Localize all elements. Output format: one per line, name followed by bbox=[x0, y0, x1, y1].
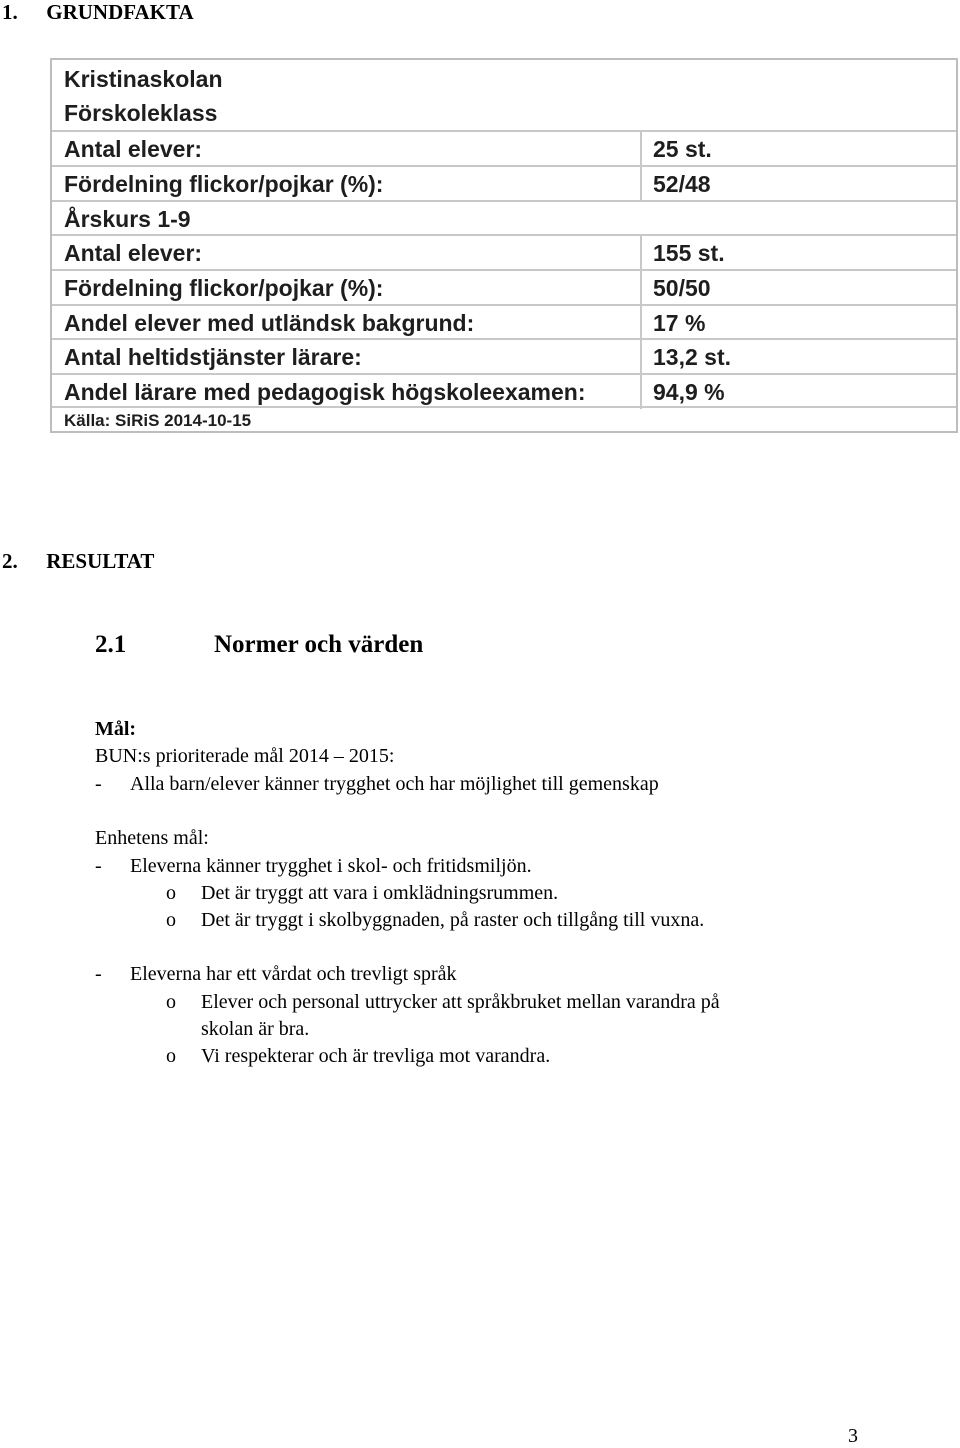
column-divider bbox=[640, 236, 642, 270]
unit-goal-text: Eleverna känner trygghet i skol- och fritidsmiljön. bbox=[130, 855, 532, 877]
bullet-marker: - bbox=[95, 773, 102, 795]
row-label: Fördelning flickor/pojkar (%): bbox=[64, 275, 384, 301]
section-2-heading bbox=[2, 549, 154, 574]
sub-bullet-marker: o bbox=[166, 991, 176, 1013]
source-row bbox=[52, 406, 956, 434]
bullet-marker: - bbox=[95, 963, 102, 985]
preschool-heading: Förskoleklass bbox=[64, 100, 218, 126]
sub-bullet-marker: o bbox=[166, 1045, 176, 1067]
school-name: Kristinaskolan bbox=[64, 66, 223, 92]
sub-goal-text: Elever och personal uttrycker att språkbruket mellan varandra på bbox=[201, 991, 720, 1013]
sub-goal-text: Det är tryggt i skolbyggnaden, på raster och tillgång till vuxna. bbox=[201, 909, 705, 931]
row-value: 52/48 bbox=[653, 171, 711, 197]
row-value: 13,2 st. bbox=[653, 344, 731, 370]
column-divider bbox=[640, 306, 642, 340]
table-row bbox=[52, 234, 956, 270]
row-label: Antal elever: bbox=[64, 240, 203, 266]
page-number: 3 bbox=[848, 1425, 858, 1447]
subsection-title: Normer och värden bbox=[214, 631, 424, 658]
section-1-heading bbox=[2, 0, 194, 25]
subsection-number: 2.1 bbox=[95, 631, 127, 658]
sub-bullet-marker: o bbox=[166, 909, 176, 931]
grades-heading-row bbox=[52, 200, 956, 236]
section-1-title: GRUNDFAKTA bbox=[46, 0, 194, 24]
sub-goal-text: Vi respekterar och är trevliga mot varandra. bbox=[201, 1045, 551, 1067]
sub-goal-text-continuation: skolan är bra. bbox=[201, 1018, 310, 1040]
preschool-heading-row bbox=[52, 96, 956, 130]
row-label: Andel lärare med pedagogisk högskoleexamen: bbox=[64, 379, 586, 405]
table-row bbox=[52, 373, 956, 409]
table-row bbox=[52, 338, 956, 374]
row-label: Antal heltidstjänster lärare: bbox=[64, 344, 362, 370]
column-divider bbox=[640, 375, 642, 409]
section-2-number: 2. bbox=[2, 549, 18, 573]
school-name-row bbox=[52, 62, 956, 96]
table-row bbox=[52, 269, 956, 305]
row-value: 155 st. bbox=[653, 240, 725, 266]
grades-heading: Årskurs 1-9 bbox=[64, 206, 191, 232]
sub-bullet-marker: o bbox=[166, 882, 176, 904]
column-divider bbox=[640, 271, 642, 305]
column-divider bbox=[640, 132, 642, 166]
column-divider bbox=[640, 340, 642, 374]
table-row bbox=[52, 130, 956, 166]
sub-goal-text: Det är tryggt att vara i omklädningsrummen. bbox=[201, 882, 559, 904]
table-source: Källa: SiRiS 2014-10-15 bbox=[64, 411, 252, 430]
row-label: Antal elever: bbox=[64, 136, 203, 162]
row-value: 94,9 % bbox=[653, 379, 725, 405]
column-divider bbox=[640, 167, 642, 201]
row-value: 50/50 bbox=[653, 275, 711, 301]
bullet-marker: - bbox=[95, 855, 102, 877]
table-row bbox=[52, 304, 956, 340]
bun-goals-line: BUN:s prioriterade mål 2014 – 2015: bbox=[95, 745, 395, 767]
row-label: Fördelning flickor/pojkar (%): bbox=[64, 171, 384, 197]
row-value: 25 st. bbox=[653, 136, 712, 162]
table-row bbox=[52, 165, 956, 201]
bun-goal-text: Alla barn/elever känner trygghet och har möjlighet till gemenskap bbox=[130, 773, 659, 795]
school-facts-table bbox=[50, 58, 958, 433]
goals-heading: Mål: bbox=[95, 718, 137, 740]
row-value: 17 % bbox=[653, 310, 706, 336]
unit-goal-text: Eleverna har ett vårdat och trevligt språk bbox=[130, 963, 457, 985]
row-label: Andel elever med utländsk bakgrund: bbox=[64, 310, 475, 336]
unit-goals-heading: Enhetens mål: bbox=[95, 827, 209, 849]
section-2-title: RESULTAT bbox=[46, 549, 155, 573]
section-1-number: 1. bbox=[2, 0, 18, 24]
